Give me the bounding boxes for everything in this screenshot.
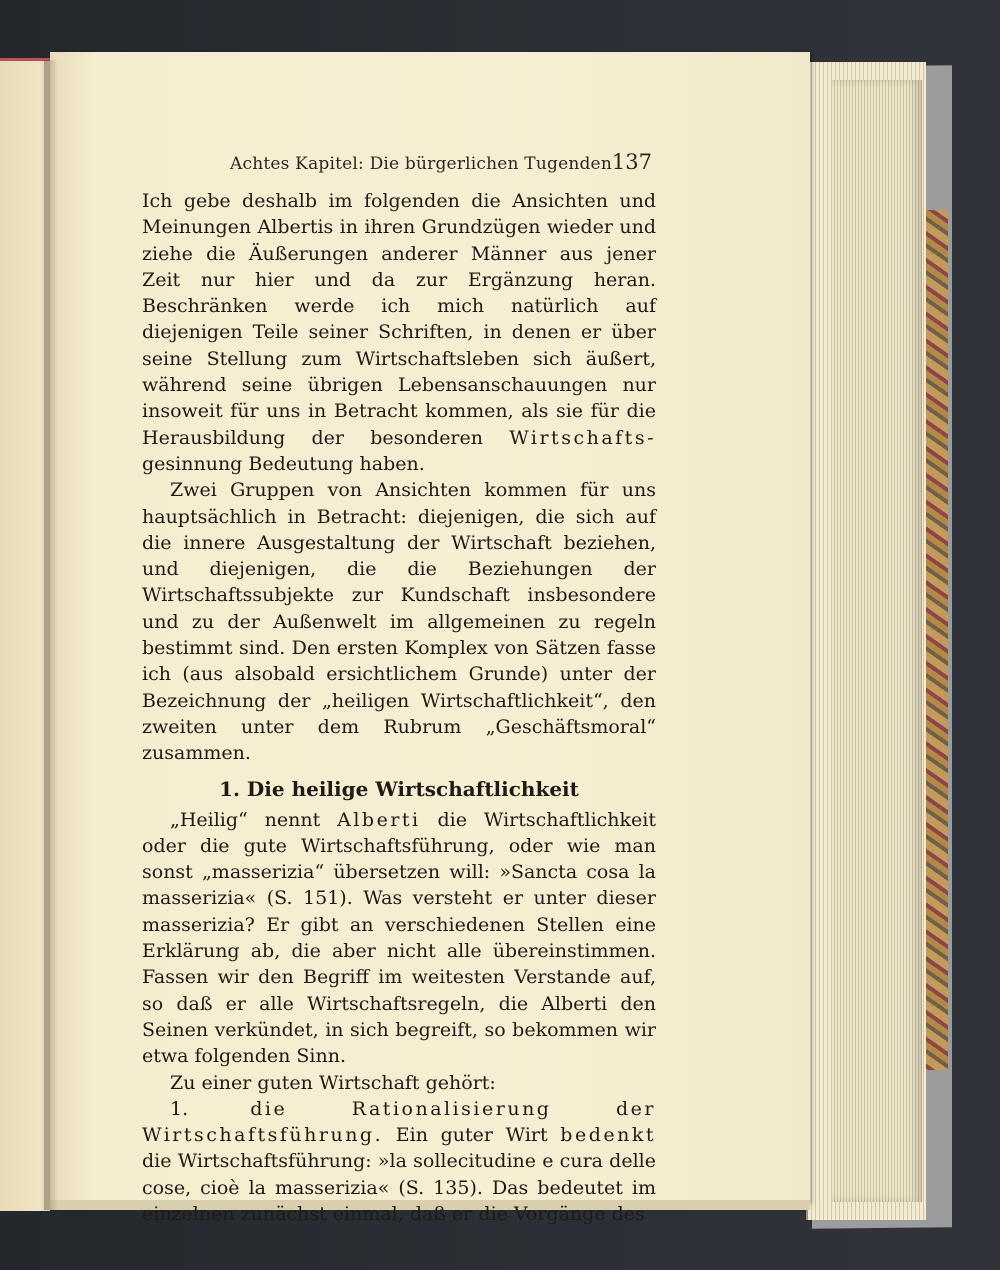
paragraph-2: Zwei Gruppen von Ansichten kommen für uns hauptsächlich in Betracht: diejenigen, die sich auf die innere Ausgestaltung der Wirtschaft beziehen, und diejenigen, die die Beziehungen der Wirtschaftssubjekte zur Kundschaft insbesondere und zu der Außenwelt im allgemeinen zu regeln bestimmt sind. Den ersten Komplex von Sätzen fasse ich (aus alsobald ersichtlichem Grunde) unter der Bezeichnung der „heiligen Wirtschaftlichkeit“, den zweiten unter dem Rubrum „Geschäftsmoral“ zusammen.	[142, 479, 656, 765]
paragraph-1-end: gesinnung Bedeutung haben.	[142, 452, 425, 475]
section-heading: 1. Die heilige Wirtschaftlichkeit	[219, 776, 579, 801]
running-header	[230, 150, 652, 176]
emphasis-wirtschafts: Wirtschafts-	[509, 426, 656, 449]
book-gutter	[44, 60, 58, 1210]
paragraph-1-text: Ich gebe deshalb im folgenden die Ansichten und Meinungen Albertis in ihren Grundzügen wieder und ziehe die Äußerungen anderer Männer aus jener Zeit nur hier und da zur Ergänzung heran. Beschränken werde ich mich natürlich auf diejenigen Teile seiner Schriften, in denen er über seine Stellung zum Wirtschaftsleben sich äußert, während seine übrigen Lebensanschauungen nur insoweit für uns in Betracht kommen, als sie für die Herausbildung der besonderen	[142, 190, 656, 449]
page-number: 137	[611, 150, 652, 174]
paragraph-5-mid: Ein guter Wirt	[395, 1124, 548, 1147]
paragraph-3-text: die Wirtschaftlichkeit oder die gute Wirtschaftsführung, oder wie man sonst „masserizia“ übersetzen will: »Sancta cosa la masserizia« (S. 151). Was versteht er unter dieser masserizia? Er gibt an verschiedenen Stellen eine Erklärung ab, die aber nicht alle übereinstimmen. Fassen wir den Begriff im weitesten Verstande auf, so daß er alle Wirtschaftsregeln, die Alberti den Seinen verkündet, in sich begreift, so bekommen wir etwa folgenden Sinn.	[142, 808, 656, 1068]
paragraph-3-start: „Heilig“ nennt	[170, 808, 321, 831]
body-text	[142, 188, 656, 1227]
emphasis-rationalisierung: die Rationalisierung der Wirtschaftsführung.	[142, 1097, 657, 1147]
left-page-edge	[0, 58, 50, 1211]
paragraph-3	[142, 807, 656, 1070]
emphasis-bedenkt: bedenkt	[560, 1124, 656, 1147]
page-edges-inner	[832, 80, 922, 1202]
paragraph-1	[142, 188, 656, 477]
paragraph-4: Zu einer guten Wirtschaft gehört:	[170, 1071, 496, 1094]
running-title: Achtes Kapitel: Die bürgerlichen Tugenden	[230, 154, 612, 174]
paragraph-5	[142, 1096, 656, 1227]
emphasis-alberti: Alberti	[337, 808, 421, 831]
paragraph-5-start: 1.	[170, 1097, 189, 1120]
paragraph-5-end: die Wirtschaftsführung: »la sollecitudine e cura delle cose, cioè la masserizia« (S. 135). Das bedeutet im einzelnen zunächst einmal, daß er die Vorgänge des	[142, 1150, 656, 1225]
